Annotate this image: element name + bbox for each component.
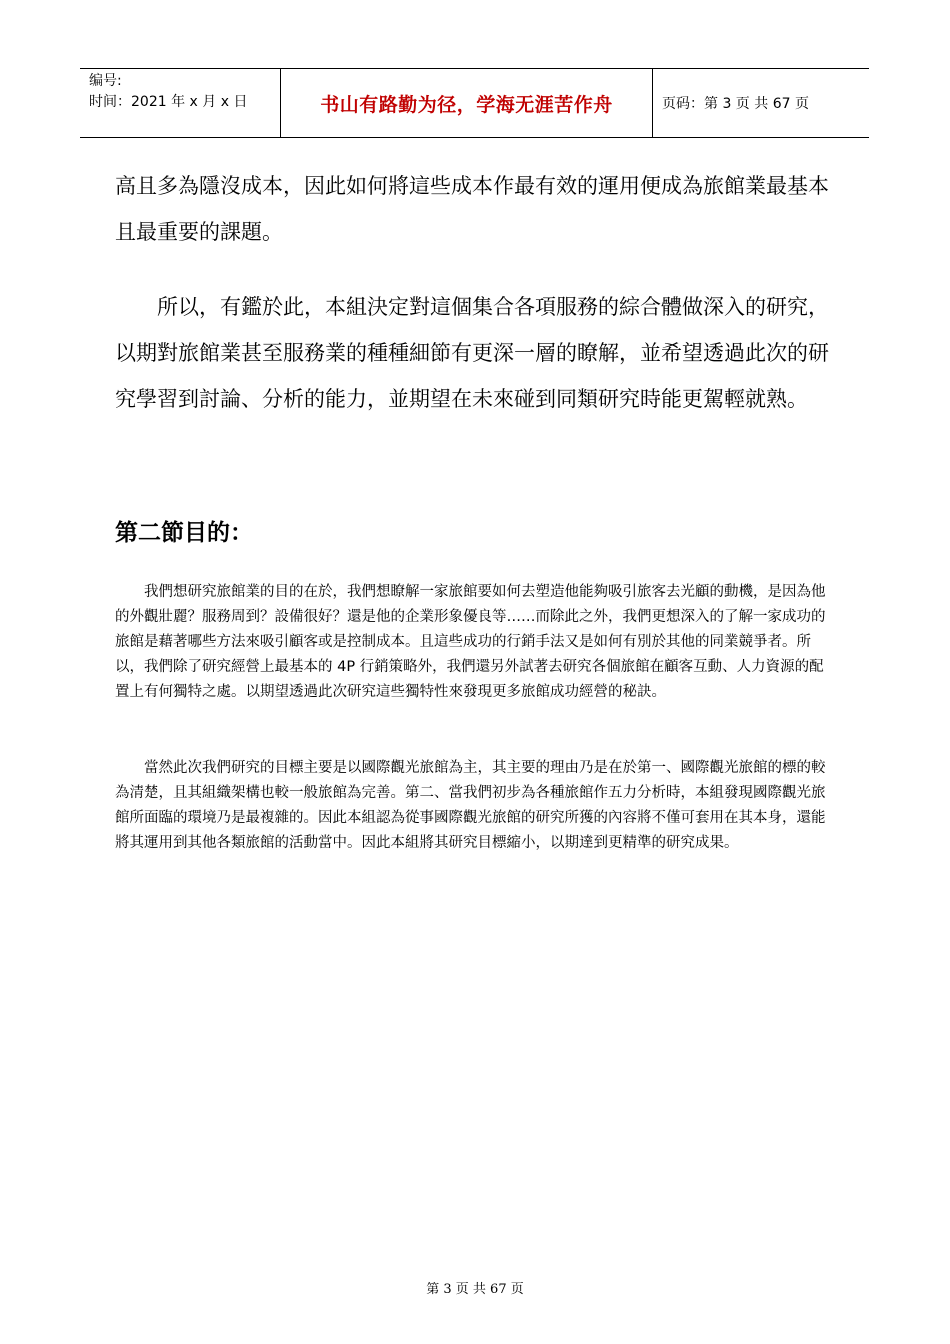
header-motto-cell: [281, 69, 653, 137]
header-meta: [80, 69, 281, 137]
page-header: [80, 68, 869, 138]
body-paragraph-2: 所以，有鑑於此，本組決定對這個集合各項服務的綜合體做深入的研究，以期對旅館業甚至服務業的種種細節有更深一層的瞭解，並希望透過此次的研究學習到討論、分析的能力，並期望在未來碰到同類研究時能更駕輕就熟。: [115, 295, 829, 411]
body-paragraph-3: 我們想研究旅館業的目的在於，我們想瞭解一家旅館要如何去塑造他能夠吸引旅客去光顧的動機，是因為他的外觀壯麗？服務周到？設備很好？還是他的企業形象優良等……而除此之外，我們更想深入的了解一家成功的旅館是藉著哪些方法來吸引顧客或是控制成本。且這些成功的行銷手法又是如何有別於其他的同業競爭者。所以，我們除了研究經營上最基本的 4P 行銷策略外，我們還另外試著去研究各個旅館在顧客互動、人力資源的配置上有何獨特之處。以期望透過此次研究這些獨特性來發現更多旅館成功經營的秘訣。: [115, 584, 826, 700]
section-heading: 第二節目的：: [115, 520, 253, 546]
body-paragraph-1: 高且多為隱沒成本，因此如何將這些成本作最有效的運用便成為旅館業最基本且最重要的課題。: [115, 174, 829, 244]
page-footer: 第 3 页 共 67 页: [426, 1282, 524, 1297]
header-page-cell: [653, 69, 869, 137]
header-page-info: 页码：第 3 页 共 67 页: [662, 96, 809, 112]
doc-date-label: 时间：2021 年 x 月 x 日: [89, 94, 248, 110]
doc-number-label: 编号:: [89, 73, 122, 89]
header-motto: 书山有路勤为径，学海无涯苦作舟: [320, 93, 613, 116]
body-paragraph-4: 當然此次我們研究的目標主要是以國際觀光旅館為主，其主要的理由乃是在於第一、國際觀光旅館的標的較為清楚，且其組織架構也較一般旅館為完善。第二、當我們初步為各種旅館作五力分析時，本組發現國際觀光旅館所面臨的環境乃是最複雜的。因此本組認為從事國際觀光旅館的研究所獲的內容將不僅可套用在其本身，還能將其運用到其他各類旅館的活動當中。因此本組將其研究目標縮小，以期達到更精準的研究成果。: [115, 760, 826, 851]
